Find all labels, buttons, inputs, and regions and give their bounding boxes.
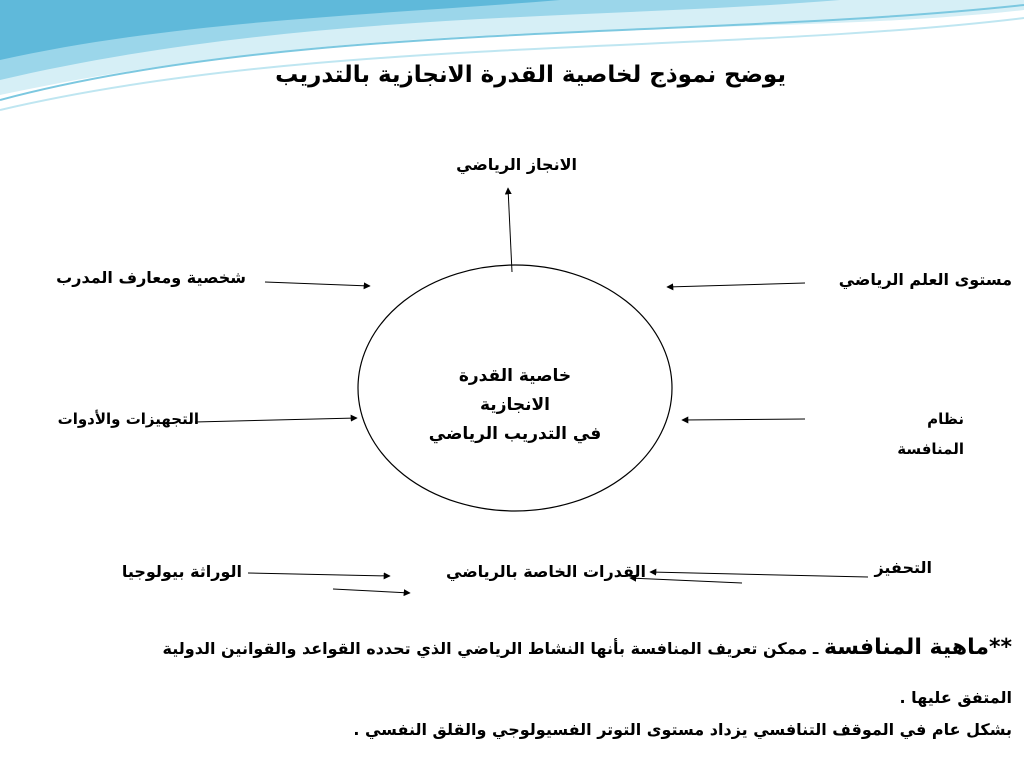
note-line-3: بشكل عام في الموقف التنافسي يزداد مستوى التوتر الفسيولوجي والقلق النفسي . xyxy=(353,720,1012,739)
note-line-1-text: ـ ممكن تعريف المنافسة بأنها النشاط الرياضي الذي تحدده القواعد والقوانين الدولية xyxy=(162,639,819,658)
node-competition-system-1: نظام xyxy=(927,410,964,428)
note-heading: **ماهية المنافسة xyxy=(823,635,1012,660)
arrow-middle-right xyxy=(682,419,805,420)
center-label-line-2: الانجازية xyxy=(480,395,550,415)
arrow-upper-right xyxy=(667,283,805,287)
arrow-bottom-right xyxy=(650,572,868,577)
center-label xyxy=(395,362,635,449)
note-line-1 xyxy=(163,635,1012,660)
arrow-bottom-right-lower xyxy=(630,578,742,583)
node-equipment: التجهيزات والأدوات xyxy=(57,410,199,428)
arrow-bottom-left-lower xyxy=(333,589,410,593)
arrow-to-top xyxy=(508,188,512,272)
node-sport-science-level: مستوى العلم الرياضي xyxy=(838,270,1012,289)
arrow-middle-left xyxy=(195,418,357,422)
node-motivation: التحفيز xyxy=(874,558,932,577)
page-title: يوضح نموذج لخاصية القدرة الانجازية بالتدريب xyxy=(275,62,786,88)
center-label-line-1: خاصية القدرة xyxy=(458,366,572,386)
arrow-bottom-left xyxy=(248,573,390,576)
note-line-2: المتفق عليها . xyxy=(899,688,1012,707)
node-athlete-abilities: القدرات الخاصة بالرياضي xyxy=(446,562,646,581)
node-genetics-biology: الوراثة بيولوجيا xyxy=(121,562,242,581)
center-label-line-3: في التدريب الرياضي xyxy=(428,424,602,444)
node-competition-system-2: المنافسة xyxy=(897,440,964,458)
node-sport-achievement: الانجاز الرياضي xyxy=(456,155,577,174)
node-coach-personality: شخصية ومعارف المدرب xyxy=(56,268,246,287)
arrow-upper-left xyxy=(265,282,370,286)
